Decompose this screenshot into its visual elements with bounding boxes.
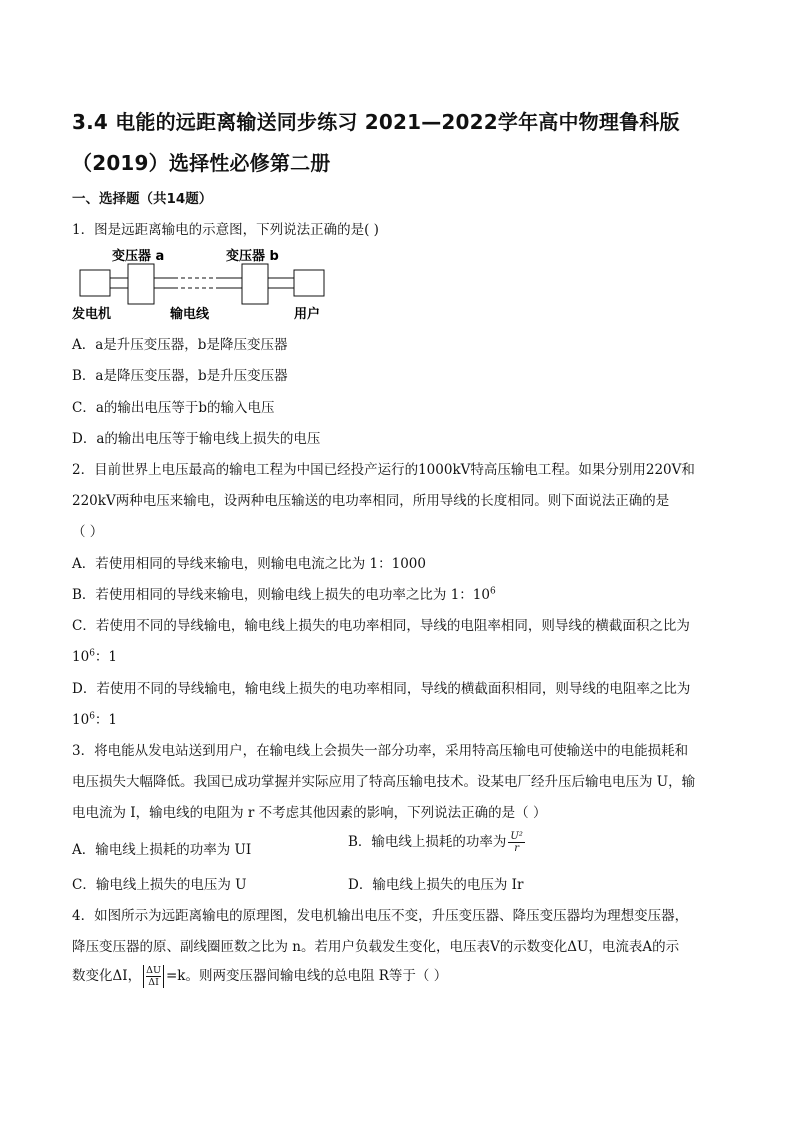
q1-option-d: D．a的输出电压等于输电线上损失的电压 [72, 431, 321, 447]
q1-stem: 1．图是远距离输电的示意图，下列说法正确的是( ) [72, 222, 379, 238]
transformer-a-box [128, 264, 154, 304]
transformer-a-label: 变压器 a [112, 249, 165, 264]
q3-option-b-fraction: $\frac{\text{U²}}{r}$ [510, 831, 523, 854]
q2-option-b: B．若使用相同的导线来输电，则输电线上损失的电功率之比为 1：$10^6$ [72, 586, 496, 603]
q3-option-a: A．输电线上损耗的功率为 UI [72, 842, 252, 858]
q3-stem-line1: 3．将电能从发电站送到用户，在输电线上会损失一部分功率，采用特高压输电可使输送中的电能损耗和 [72, 743, 689, 759]
transformer-b-box [242, 264, 268, 304]
user-label: 用户 [294, 307, 321, 322]
q2-option-d-line2: $10^6$：1 [72, 711, 118, 728]
q4-stem-line2: 降压变压器的原、副线圈匝数之比为 n。若用户负载发生变化，电压表V的示数变化ΔU，电流表A的示 [72, 939, 680, 955]
q4-stem-line3: 数变化ΔI， $\frac{\Delta U}{\Delta I}$ =k。则两变压器间输电线的总电阻 R等于（ ） [72, 965, 448, 988]
q1-option-c: C．a的输出电压等于b的输入电压 [72, 400, 275, 416]
q2-option-c-line1: C．若使用不同的导线输电，输电线上损失的电功率相同，导线的电阻率相同，则导线的横截面积之比为 [72, 618, 690, 634]
page-subtitle: （2019）选择性必修第二册 [72, 151, 331, 175]
q2-stem-line2: 220kV两种电压来输电，设两种电压输送的电功率相同，所用导线的长度相同。则下面说法正确的是 [72, 493, 670, 509]
q3-stem-line2: 电压损失大幅降低。我国已成功掌握并实际应用了特高压输电技术。设某电厂经升压后输电电压为 U，输 [72, 774, 696, 790]
generator-box [80, 270, 110, 296]
user-box [294, 270, 324, 296]
line-label: 输电线 [170, 307, 210, 322]
q3-stem-line3: 电电流为 I，输电线的电阻为 r 不考虑其他因素的影响，下列说法正确的是（ ） [72, 805, 547, 821]
q1-option-b: B．a是降压变压器，b是升压变压器 [72, 368, 288, 384]
q2-option-a: A．若使用相同的导线来输电，则输电电流之比为 1：1000 [72, 556, 426, 572]
power-transmission-diagram [72, 248, 342, 322]
q2-stem-line3: （ ） [72, 524, 104, 540]
q4-stem-line1: 4．如图所示为远距离输电的原理图，发电机输出电压不变，升压变压器、降压变压器均为理想变压器， [72, 908, 689, 924]
transformer-b-label: 变压器 b [226, 249, 279, 264]
q2-stem-line1: 2．目前世界上电压最高的输电工程为中国已经投产运行的1000kV特高压输电工程。如果分别用220V和 [72, 462, 695, 478]
q3-option-c: C．输电线上损失的电压为 U [72, 877, 247, 893]
q3-option-d: D．输电线上损失的电压为 Ir [348, 877, 524, 893]
q4-ratio-fraction: $\frac{\Delta U}{\Delta I}$ [143, 965, 164, 988]
q2-option-d-line1: D．若使用不同的导线输电，输电线上损失的电功率相同，导线的横截面积相同，则导线的电阻率之比为 [72, 681, 691, 697]
q3-option-b: B．输电线上损耗的功率为 $\frac{\text{U²}}{r}$ [348, 831, 523, 854]
generator-label: 发电机 [72, 307, 112, 322]
section-heading: 一、选择题（共14题） [72, 191, 213, 207]
q2-option-c-line2: $10^6$：1 [72, 648, 118, 665]
page-title: 3.4 电能的远距离输送同步练习 2021—2022学年高中物理鲁科版 [72, 110, 680, 134]
q1-option-a: A．a是升压变压器，b是降压变压器 [72, 337, 288, 353]
